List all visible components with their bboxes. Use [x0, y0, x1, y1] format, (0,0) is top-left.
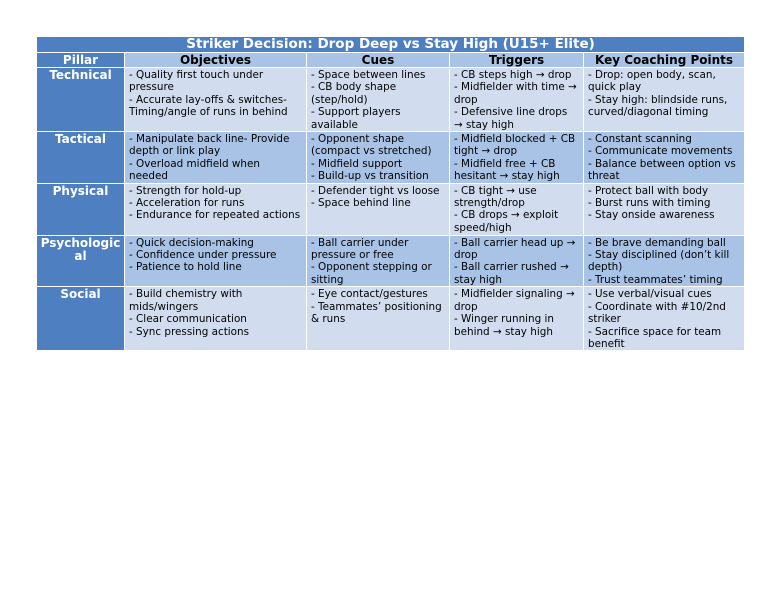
bullet-line: - Stay onside awareness [588, 209, 715, 222]
objectives-cell [125, 132, 307, 184]
bullet-line: - Endurance for repeated actions [129, 209, 301, 222]
bullet-line: - Quick decision-making [129, 236, 254, 249]
bullet-line: - Space between lines [311, 69, 426, 81]
bullet-line: - Manipulate back line- Provide depth or link play [129, 133, 290, 158]
bullet-line: - Strength for hold-up [129, 184, 242, 197]
pillar-cell: Physical [37, 183, 125, 235]
bullet-line: - CB steps high → drop [454, 69, 572, 81]
triggers-cell [450, 183, 584, 235]
pillar-cell: Technical [37, 68, 125, 132]
bullet-line: - Stay high: blindside runs, curved/diagonal timing [588, 93, 728, 119]
bullet-line: - Defender tight vs loose [311, 184, 440, 197]
bullet-line: - Ball carrier rushed → stay high [454, 261, 569, 286]
cues-cell [307, 132, 450, 184]
cues-cell [307, 235, 450, 287]
key-coaching-points-cell [584, 287, 745, 351]
objectives-cell [125, 68, 307, 132]
table-title: Striker Decision: Drop Deep vs Stay High (U15+ Elite) [37, 37, 745, 53]
bullet-line: - Sync pressing actions [129, 325, 250, 338]
bullet-line: - Midfielder signaling → drop [454, 288, 575, 313]
title-row [37, 37, 745, 53]
bullet-line: - Ball carrier head up → drop [454, 236, 576, 262]
bullet-line: - Opponent shape (compact vs stretched) [311, 133, 432, 158]
table-row [37, 235, 745, 287]
bullet-line: - CB body shape (step/hold) [311, 81, 397, 106]
bullet-line: - Support players available [311, 106, 401, 131]
table-row [37, 287, 745, 351]
key-coaching-points-cell [584, 132, 745, 184]
pillar-cell: Psychological [37, 235, 125, 287]
coaching-table [36, 36, 745, 351]
bullet-line: - Clear communication [129, 313, 247, 326]
bullet-line: - Confidence under pressure [129, 249, 277, 262]
bullet-line: - Defensive line drops → stay high [454, 106, 568, 131]
pillar-cell: Tactical [37, 132, 125, 184]
bullet-line: - Build chemistry with mids/wingers [129, 288, 243, 313]
cues-cell [307, 287, 450, 351]
bullet-line: - Teammates’ positioning & runs [311, 300, 442, 326]
key-coaching-points-cell [584, 235, 745, 287]
key-coaching-points-cell [584, 68, 745, 132]
triggers-cell [450, 235, 584, 287]
bullet-line: - Accurate lay-offs & switches- Timing/angle of runs in behind [129, 93, 288, 119]
triggers-cell [450, 68, 584, 132]
bullet-line: - Midfield blocked + CB tight → drop [454, 133, 576, 158]
bullet-line: - Be brave demanding ball [588, 236, 726, 249]
bullet-line: - Burst runs with timing [588, 197, 711, 210]
bullet-line: - Sacrifice space for team benefit [588, 325, 722, 350]
bullet-line: - Space behind line [311, 197, 411, 210]
table-row [37, 132, 745, 184]
bullet-line: - Quality first touch under pressure [129, 69, 264, 94]
bullet-line: - Protect ball with body [588, 184, 709, 197]
objectives-cell [125, 183, 307, 235]
header-objectives: Objectives [125, 53, 307, 68]
bullet-line: - Balance between option vs threat [588, 157, 736, 183]
bullet-line: - Patience to hold line [129, 261, 242, 274]
key-coaching-points-cell [584, 183, 745, 235]
triggers-cell [450, 132, 584, 184]
table-body [37, 68, 745, 351]
table-row [37, 183, 745, 235]
header-pillar: Pillar [37, 53, 125, 68]
bullet-line: - CB drops → exploit speed/high [454, 209, 559, 234]
bullet-line: - Ball carrier under pressure or free [311, 236, 409, 262]
header-key-coaching-points: Key Coaching Points [584, 53, 745, 68]
coaching-sheet [36, 36, 744, 351]
table-row [37, 68, 745, 132]
objectives-cell [125, 287, 307, 351]
bullet-line: - Midfielder with time → drop [454, 81, 577, 106]
cues-cell [307, 68, 450, 132]
bullet-line: - Overload midfield when needed [129, 157, 260, 183]
bullet-line: - Opponent stepping or sitting [311, 261, 432, 286]
header-triggers: Triggers [450, 53, 584, 68]
bullet-line: - Midfield support [311, 157, 403, 170]
bullet-line: - Winger running in behind → stay high [454, 313, 555, 338]
header-row [37, 53, 745, 68]
bullet-line: - Eye contact/gestures [311, 288, 428, 301]
bullet-line: - Acceleration for runs [129, 197, 245, 210]
bullet-line: - Communicate movements [588, 145, 733, 158]
cues-cell [307, 183, 450, 235]
bullet-line: - Drop: open body, scan, quick play [588, 69, 716, 94]
bullet-line: - Coordinate with #10/2nd striker [588, 300, 726, 326]
bullet-line: - CB tight → use strength/drop [454, 184, 537, 210]
bullet-line: - Midfield free + CB hesitant → stay high [454, 157, 560, 183]
bullet-line: - Stay disciplined (don’t kill depth) [588, 249, 730, 274]
objectives-cell [125, 235, 307, 287]
header-cues: Cues [307, 53, 450, 68]
triggers-cell [450, 287, 584, 351]
bullet-line: - Constant scanning [588, 133, 692, 146]
bullet-line: - Use verbal/visual cues [588, 288, 712, 301]
bullet-line: - Build-up vs transition [311, 170, 429, 183]
bullet-line: - Trust teammates’ timing [588, 273, 723, 286]
pillar-cell: Social [37, 287, 125, 351]
